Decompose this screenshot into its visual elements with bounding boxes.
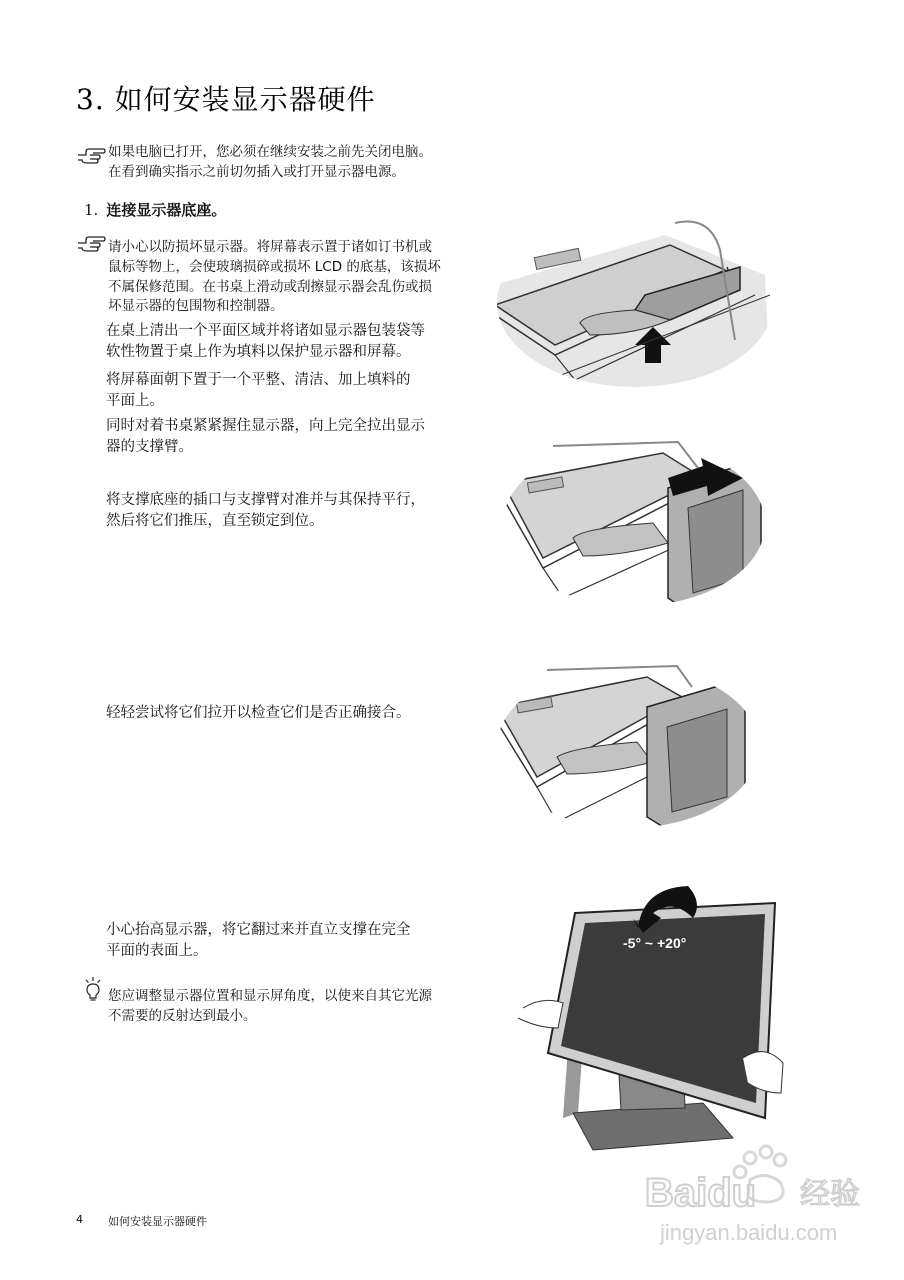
step-number: 1.	[84, 201, 99, 219]
illustration-attach-stand-base	[503, 438, 765, 606]
step-title-text: 连接显示器底座。	[106, 201, 227, 219]
page-number: 4	[76, 1213, 83, 1226]
footer-section-title: 如何安装显示器硬件	[108, 1215, 207, 1228]
pointing-hand-note-icon	[76, 146, 106, 164]
tip-line: 不需要的反射达到最小。	[108, 1008, 257, 1024]
caution-line: 坏显示器的包围物和控制器。	[108, 298, 284, 314]
watermark-url: jingyan.baidu.com	[660, 1220, 838, 1245]
baidu-watermark-logo	[640, 1140, 880, 1250]
instruction-paragraph: 将支撑底座的插口与支撑臂对准并与其保持平行， 然后将它们推压，直至锁定到位。	[106, 492, 425, 529]
page-title: 3. 如何安装显示器硬件	[76, 83, 376, 116]
pointing-hand-note-icon	[76, 234, 106, 252]
tilt-angle-label: -5° ~ +20°	[623, 935, 687, 951]
caution-line: 不属保修范围。在书桌上滑动或刮擦显示器会乱伤或损	[108, 279, 432, 295]
note-line: 在看到确实指示之前切勿插入或打开显示器电源。	[108, 164, 405, 180]
illustration-upright-monitor	[503, 878, 787, 1158]
instruction-paragraph: 同时对着书桌紧紧握住显示器，向上完全拉出显示 器的支撑臂。	[106, 418, 425, 455]
watermark-brand: Baidu	[645, 1171, 757, 1215]
instruction-paragraph: 在桌上清出一个平面区域并将诸如显示器包装袋等 软性物置于桌上作为填料以保护显示器和屏幕。	[106, 323, 425, 360]
note-line: 如果电脑已打开，您必须在继续安装之前先关闭电脑。	[108, 144, 432, 160]
step-heading	[84, 199, 226, 221]
instruction-paragraph: 轻轻尝试将它们拉开以检查它们是否正确接合。	[106, 705, 411, 721]
tip-line: 您应调整显示器位置和显示屏角度，以使来自其它光源	[108, 988, 432, 1004]
instruction-paragraph: 小心抬高显示器，将它翻过来并直立支撑在完全 平面的表面上。	[106, 922, 411, 959]
caution-line: 请小心以防损坏显示器。将屏幕表示置于诸如订书机或	[108, 239, 432, 255]
illustration-pull-out-stand-arm	[495, 215, 770, 387]
illustration-check-base-engaged	[497, 662, 759, 828]
caution-line: 鼠标等物上，会使玻璃损碎或损坏 LCD 的底基，该损坏	[108, 259, 441, 275]
watermark-brand-cn: 经验	[800, 1177, 860, 1212]
instruction-paragraph: 将屏幕面朝下置于一个平整、清洁、加上填料的 平面上。	[106, 372, 411, 409]
lightbulb-tip-icon	[84, 976, 102, 1002]
